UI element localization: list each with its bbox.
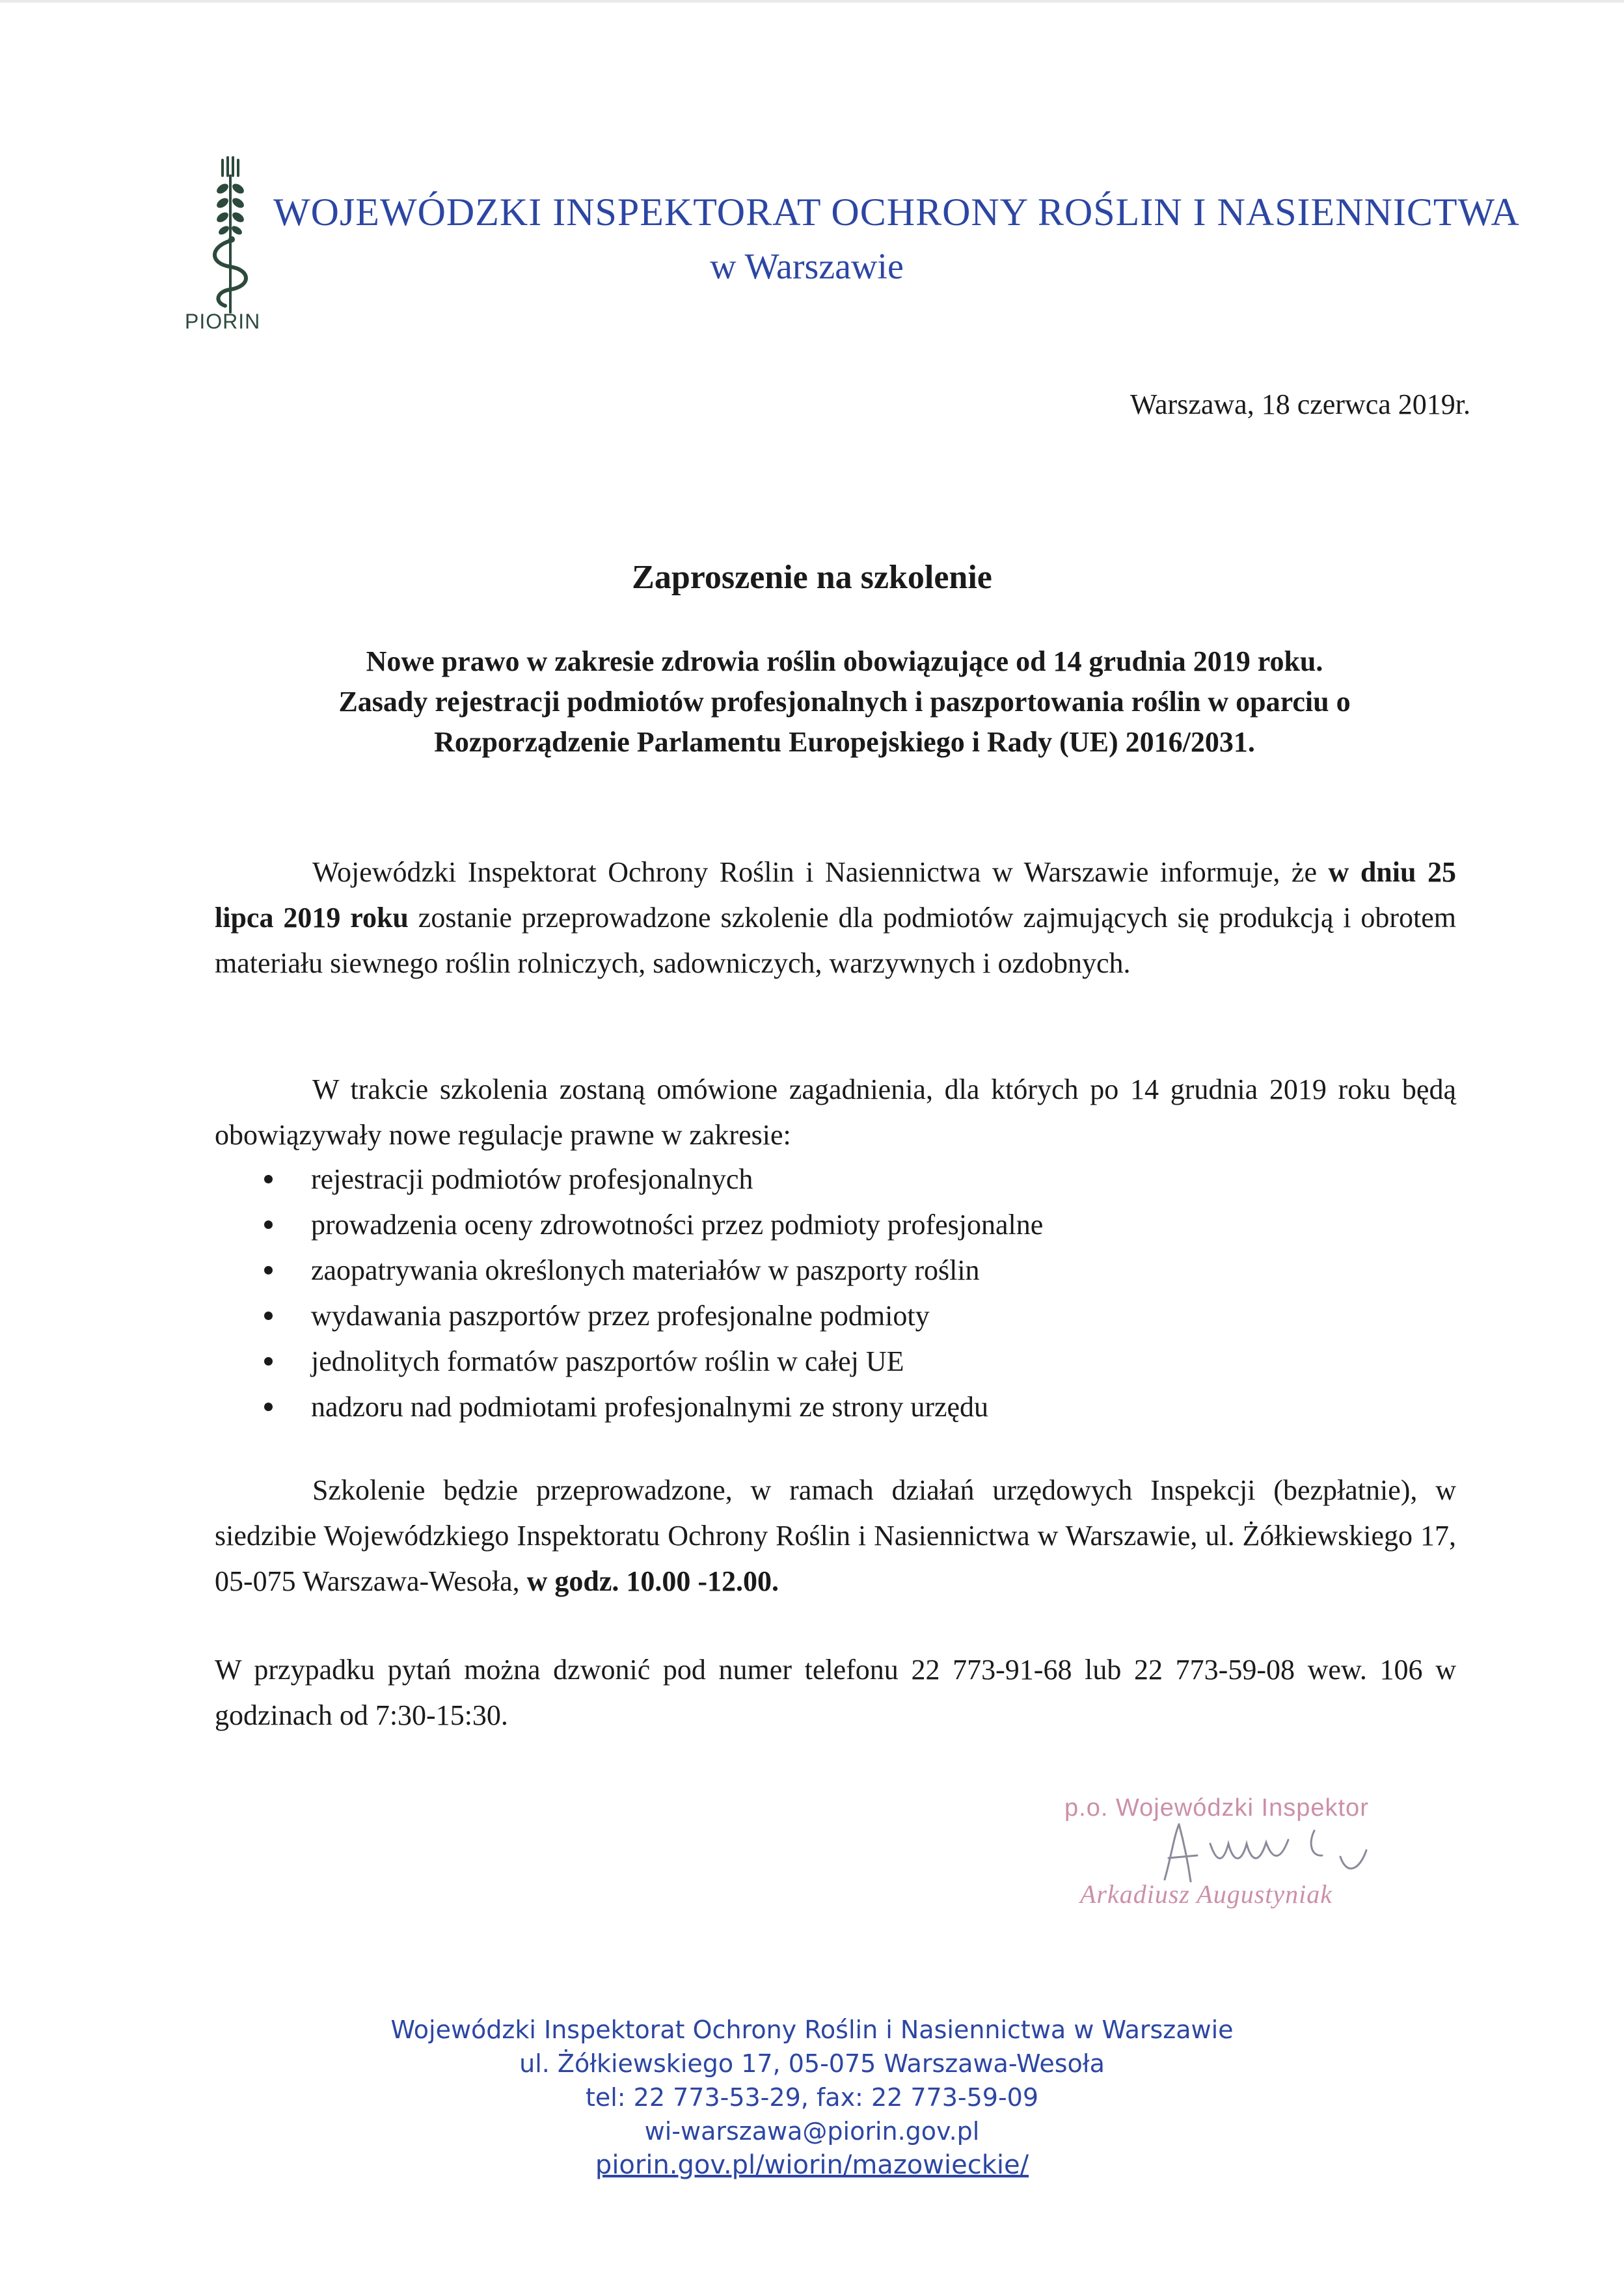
paragraph-text: zostanie przeprowadzone szkolenie dla podmiotów zajmujących się produkcją i obrotem materiału siewnego roślin rolniczych, sadowniczych, warzywnych i ozdobnych. [215,902,1456,979]
signatory-name: Arkadiusz Augustyniak [1080,1879,1333,1909]
paragraph-venue [215,1468,1456,1604]
list-item [215,1202,1456,1248]
organization-city: w Warszawie [710,247,904,287]
paragraph-announcement [215,850,1456,986]
bullet-icon [264,1175,273,1183]
document-title: Zaproszenie na szkolenie [632,559,992,596]
logo-wordmark: PIORIN [185,310,261,333]
bullet-icon [264,1312,273,1320]
footer-address: ul. Żółkiewskiego 17, 05-075 Warszawa-Wesoła [519,2049,1105,2078]
topic-text: rejestracji podmiotów profesjonalnych [311,1163,753,1195]
bullet-icon [264,1266,273,1274]
list-item [215,1384,1456,1430]
organization-name: WOJEWÓDZKI INSPEKTORAT OCHRONY ROŚLIN I NASIENNICTWA [273,191,1520,234]
bullet-icon [264,1357,273,1366]
topic-text: jednolitych formatów paszportów roślin w całej UE [311,1345,904,1377]
letter-date: Warszawa, 18 czerwca 2019r. [1130,388,1470,420]
footer-email[interactable]: wi-warszawa@piorin.gov.pl [644,2117,980,2146]
bullet-icon [264,1220,273,1229]
piorin-logo [164,156,268,351]
paragraph-contact [215,1647,1456,1738]
topic-text: prowadzenia oceny zdrowotności przez podmioty profesjonalne [311,1209,1044,1241]
topic-text: zaopatrywania określonych materiałów w paszporty roślin [311,1254,980,1286]
paragraph-topics-intro [215,1067,1456,1158]
training-date: w dniu 25 lipca 2019 roku [215,856,1456,934]
footer-org-name: Wojewódzki Inspektorat Ochrony Roślin i Nasiennictwa w Warszawie [390,2015,1234,2044]
topic-text: wydawania paszportów przez profesjonalne podmioty [311,1300,930,1332]
list-item [215,1248,1456,1293]
wheat-snake-logo-icon [203,156,255,319]
paragraph-text: W trakcie szkolenia zostaną omówione zagadnienia, dla których po 14 grudnia 2019 roku będą obowiązywały nowe regulacje prawne w zakresie: [215,1073,1456,1151]
list-item [215,1293,1456,1339]
paragraph-text: Wojewódzki Inspektorat Ochrony Roślin i Nasiennictwa w Warszawie informuje, że [312,856,1329,888]
signature-stamp [1054,1788,1418,1931]
subtitle-line: Nowe prawo w zakresie zdrowia roślin obowiązujące od 14 grudnia 2019 roku. [366,645,1323,677]
page-top-edge [0,0,1624,3]
bullet-icon [264,1403,273,1411]
training-hours: w godz. 10.00 -12.00. [526,1565,779,1597]
document-subtitle [215,641,1474,762]
paragraph-text: W przypadku pytań można dzwonić pod numer telefonu 22 773-91-68 lub 22 773-59-08 wew. 106 w godzinach od 7:30-15:30. [215,1654,1456,1731]
list-item [215,1157,1456,1202]
subtitle-line: Zasady rejestracji podmiotów profesjonalnych i paszportowania roślin w oparciu o [338,686,1351,718]
list-item [215,1339,1456,1384]
topics-list [215,1157,1456,1430]
paragraph-text: Szkolenie będzie przeprowadzone, w ramach działań urzędowych Inspekcji (bezpłatnie), w siedzibie Wojewódzkiego Inspektoratu Ochrony Roślin i Nasiennictwa w Warszawie, ul. Żółkiewskiego 17, 05-075 Warszawa-Wesoła, [215,1474,1456,1597]
letter-footer [0,2013,1624,2182]
signatory-title: p.o. Wojewódzki Inspektor [1064,1794,1369,1822]
footer-phone-fax: tel: 22 773-53-29, fax: 22 773-59-09 [585,2083,1039,2112]
subtitle-line: Rozporządzenie Parlamentu Europejskiego i Rady (UE) 2016/2031. [434,726,1255,758]
topic-text: nadzoru nad podmiotami profesjonalnymi ze strony urzędu [311,1391,989,1423]
footer-website-link[interactable]: piorin.gov.pl/wiorin/mazowieckie/ [595,2150,1029,2180]
